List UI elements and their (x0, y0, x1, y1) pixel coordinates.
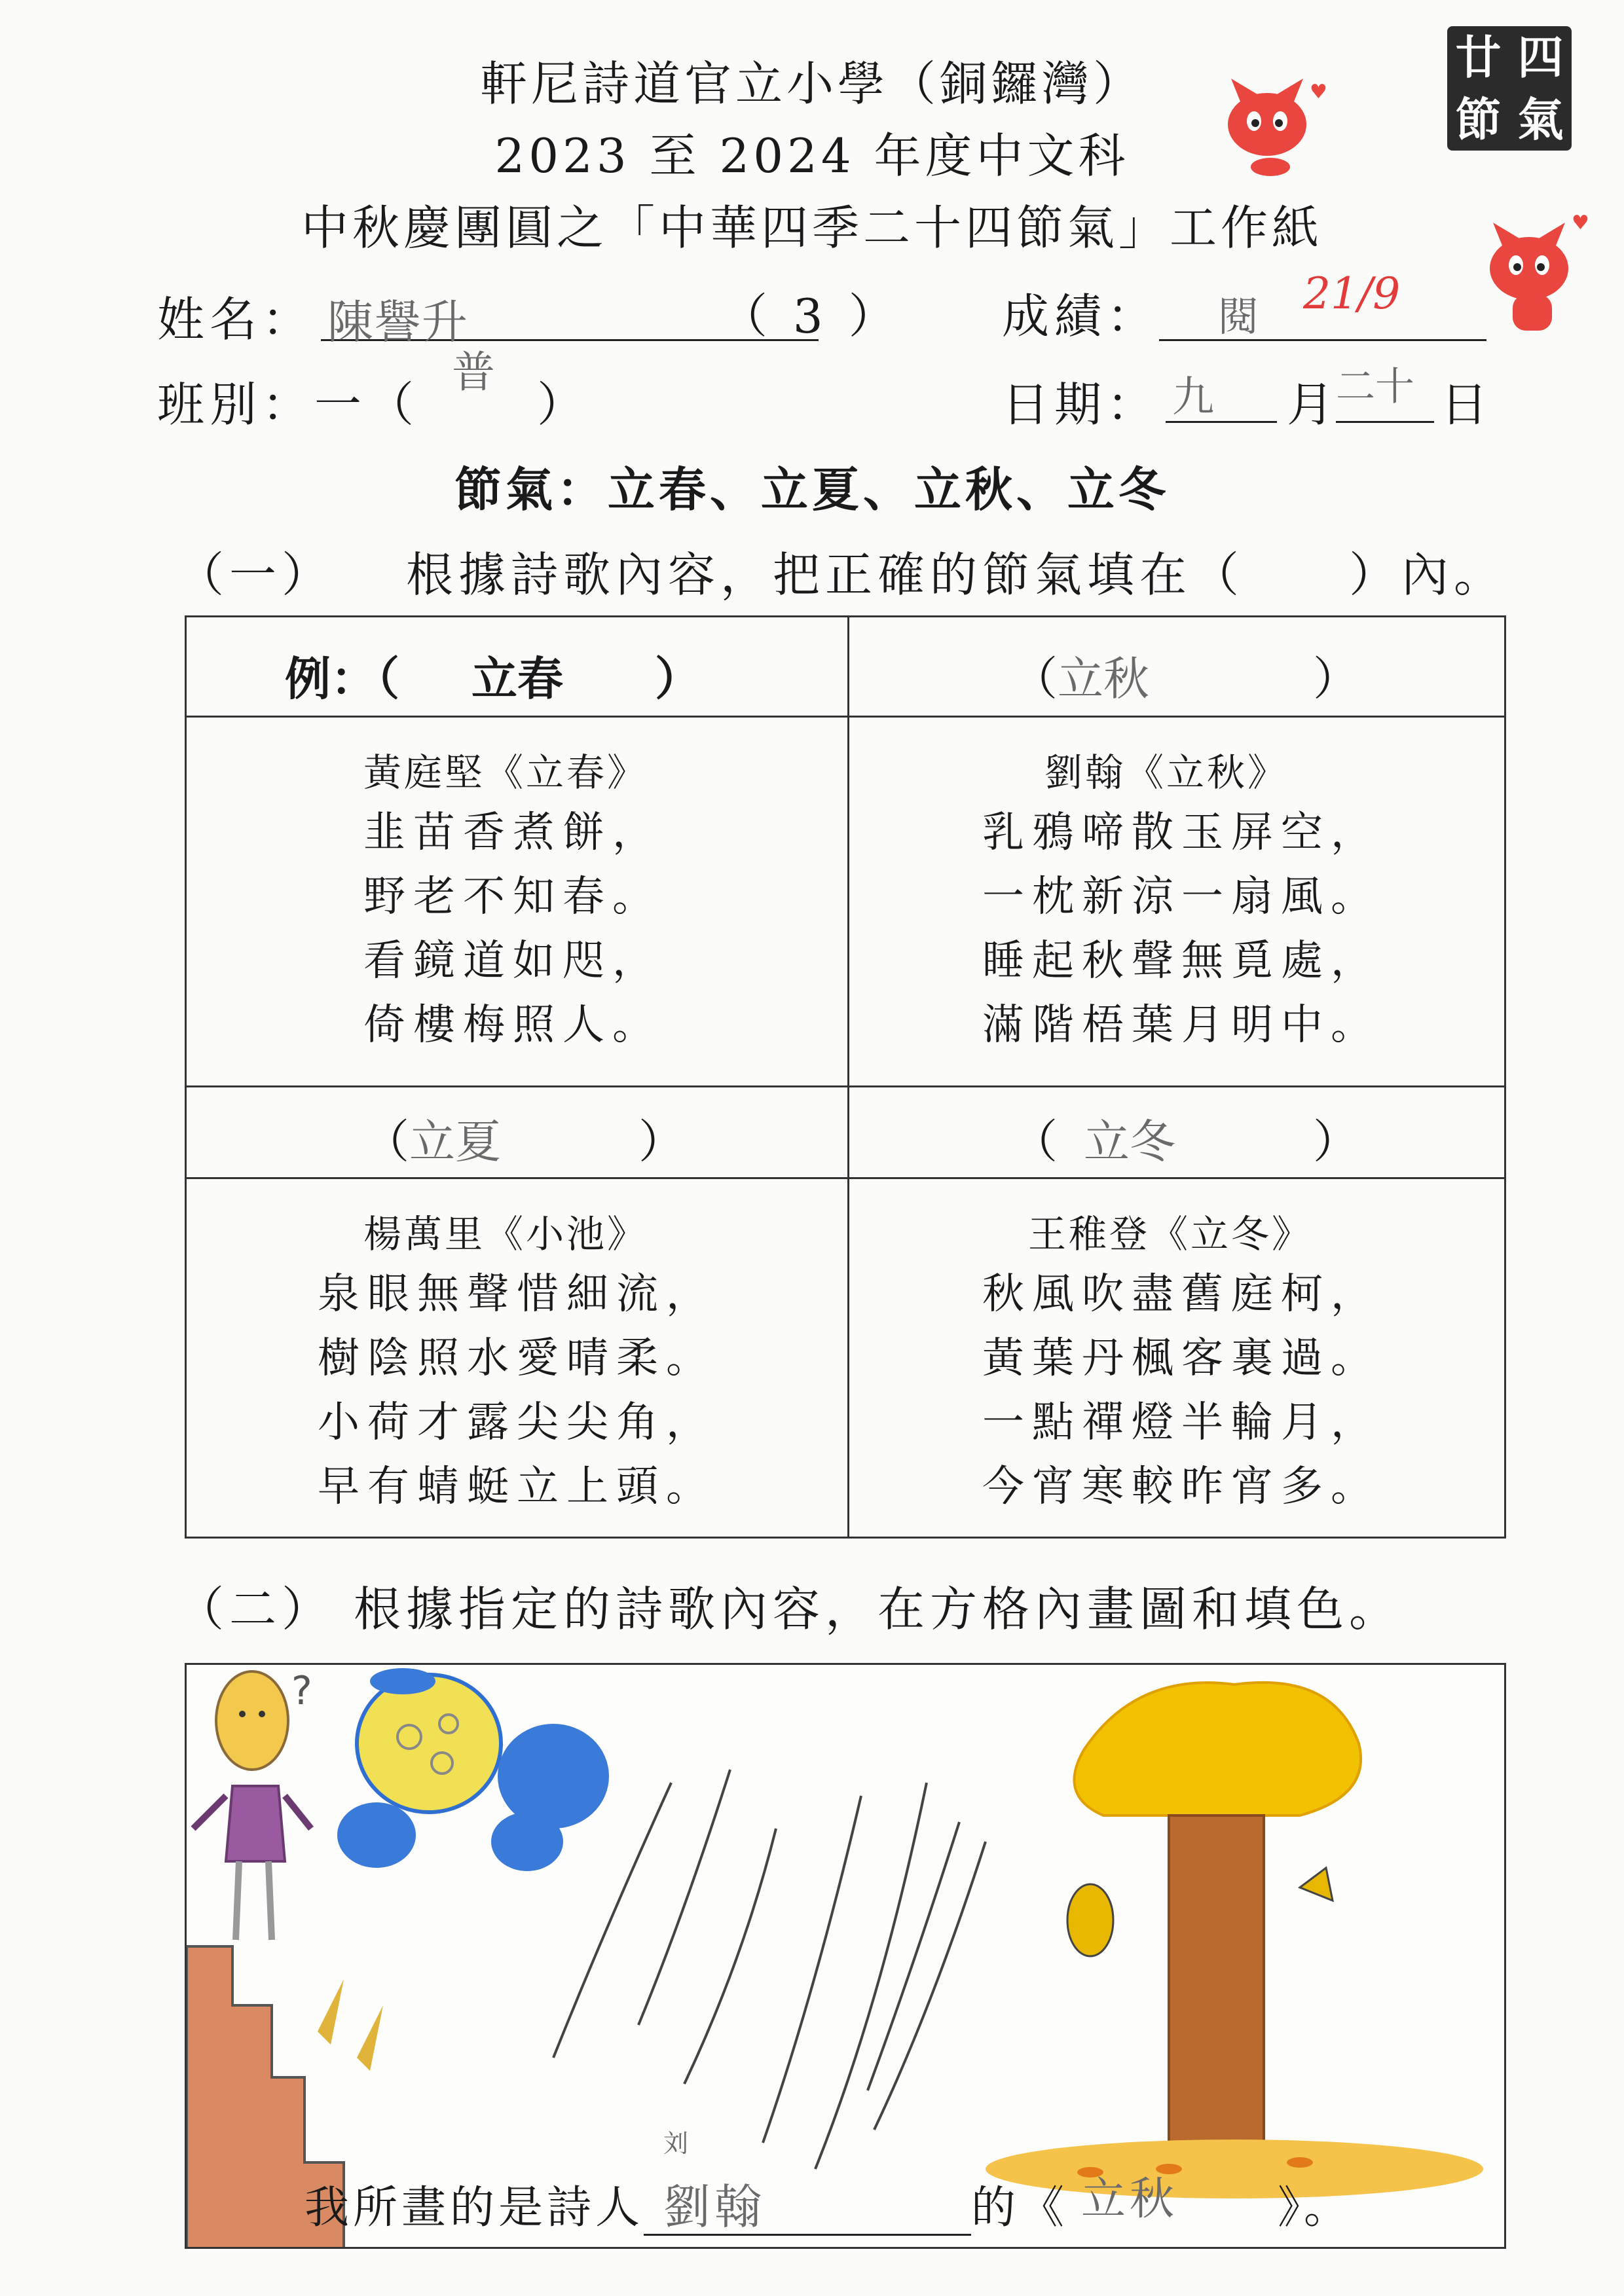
class-close: ） (537, 377, 590, 432)
poem-line: 倚樓梅照人。 (363, 1001, 662, 1049)
class-value: 普 (452, 347, 495, 397)
answer-value: 立夏 (409, 1115, 501, 1169)
answer-slot[interactable]: （ 立冬 ） (1012, 1115, 1359, 1169)
poem-title: 黃庭堅《立春》 (363, 750, 648, 795)
class-number: （ 3 ） (720, 289, 901, 344)
date-day-field[interactable] (1336, 364, 1434, 423)
answer-slot[interactable]: （立秋 ） (1012, 652, 1359, 706)
caption-prefix: 我所畫的是詩人 (304, 2182, 644, 2234)
worksheet-title: 中秋慶團圓之「中華四季二十四節氣」工作紙 (301, 200, 1323, 255)
section-2-number: （二） (177, 1582, 335, 1637)
poet-answer-ruby: 刘 (663, 2129, 693, 2158)
poem-line: 秋風吹盡舊庭柯， (982, 1270, 1380, 1319)
date-label: 日期： (1002, 377, 1160, 432)
poem-line: 韭苗香煮餅， (363, 809, 662, 857)
caption-mid: 的《 (971, 2182, 1069, 2234)
solar-terms-stamp (1447, 26, 1572, 151)
poem-line: 早有蜻蜓立上頭。 (318, 1463, 716, 1511)
poem-line: 泉眼無聲惜細流， (318, 1270, 716, 1319)
name-label: 姓名： (157, 292, 315, 347)
stamp-char: 氣 (1517, 92, 1564, 147)
cat-sticker-icon (1205, 52, 1336, 177)
poem-line: 一點禪燈半輪月， (982, 1398, 1380, 1447)
name-value: 陳譽升 (327, 295, 469, 349)
section-2-instruction: 根據指定的詩歌內容，在方格內畫圖和填色。 (354, 1582, 1402, 1637)
poem-answer-field[interactable] (1068, 2174, 1278, 2234)
poem-line: 乳鴉啼散玉屏空， (982, 809, 1380, 857)
month-unit: 月 (1287, 377, 1340, 432)
grade-value: 閱 (1218, 293, 1259, 340)
date-day-value: 二十 (1336, 364, 1414, 410)
grade-field[interactable] (1159, 268, 1486, 341)
poem-line: 樹陰照水愛晴柔。 (318, 1334, 716, 1383)
poem-line: 今宵寒較昨宵多。 (982, 1463, 1380, 1511)
example-answer-slot: 例：（ 立春 ） (285, 651, 701, 706)
poem-line: 野老不知春。 (363, 873, 662, 921)
topic-heading: 節氣：立春、立夏、立秋、立冬 (454, 462, 1170, 517)
poem-line: 滿階梧葉月明中。 (982, 1001, 1380, 1049)
poem-line: 看鏡道如咫， (363, 937, 662, 985)
grade-date: 21/9 (1303, 268, 1401, 319)
poem-line: 一枕新涼一扇風。 (982, 873, 1380, 921)
poem-title: 楊萬里《小池》 (363, 1212, 648, 1256)
poem-answer-value: 立秋 (1081, 2174, 1179, 2225)
poem-line: 黃葉丹楓客裏過。 (982, 1334, 1380, 1383)
answer-value: 立冬 (1084, 1115, 1175, 1169)
poem-title: 王稚登《立冬》 (1028, 1212, 1313, 1256)
svg-text:♥: ♥ (1310, 81, 1327, 103)
poet-answer-field[interactable] (644, 2129, 971, 2236)
stamp-char: 廿 (1455, 30, 1502, 84)
child-drawing (187, 1665, 1506, 2249)
date-month-field[interactable] (1166, 370, 1277, 423)
poem-line: 小荷才露尖尖角， (318, 1398, 716, 1447)
poet-answer-value: 劉翰 (663, 2179, 766, 2234)
date-month-value: 九 (1172, 373, 1214, 422)
section-1-instruction: 根據詩歌內容，把正確的節氣填在（ ）內。 (406, 547, 1507, 602)
drawing-caption (304, 2129, 1353, 2236)
drawing-box[interactable] (185, 1663, 1506, 2249)
stamp-char: 節 (1455, 92, 1502, 147)
day-unit: 日 (1441, 377, 1494, 432)
answer-value: 立秋 (1058, 652, 1149, 706)
scribble-question-mark: ? (291, 1668, 312, 1714)
academic-year: 2023 至 2024 年度中文科 (494, 128, 1130, 183)
grade-label: 成績： (1002, 289, 1160, 344)
poem-body (363, 801, 662, 1057)
school-name: 軒尼詩道官立小學（銅鑼灣） (479, 56, 1144, 111)
poem-line: 睡起秋聲無覓處， (982, 937, 1380, 985)
cat-sticker-icon (1467, 196, 1598, 334)
stamp-char: 四 (1517, 30, 1564, 84)
poem-title: 劉翰《立秋》 (1044, 750, 1289, 795)
poem-body (982, 1262, 1380, 1519)
class-label: 班別：一（ (157, 377, 420, 432)
poem-body (318, 1262, 716, 1519)
poem-table (185, 615, 1506, 1539)
svg-text:♥: ♥ (1572, 211, 1589, 234)
caption-suffix: 》。 (1278, 2182, 1353, 2234)
poem-body (982, 801, 1380, 1057)
section-1-number: （一） (177, 547, 335, 602)
answer-slot[interactable]: （立夏 ） (363, 1115, 684, 1169)
